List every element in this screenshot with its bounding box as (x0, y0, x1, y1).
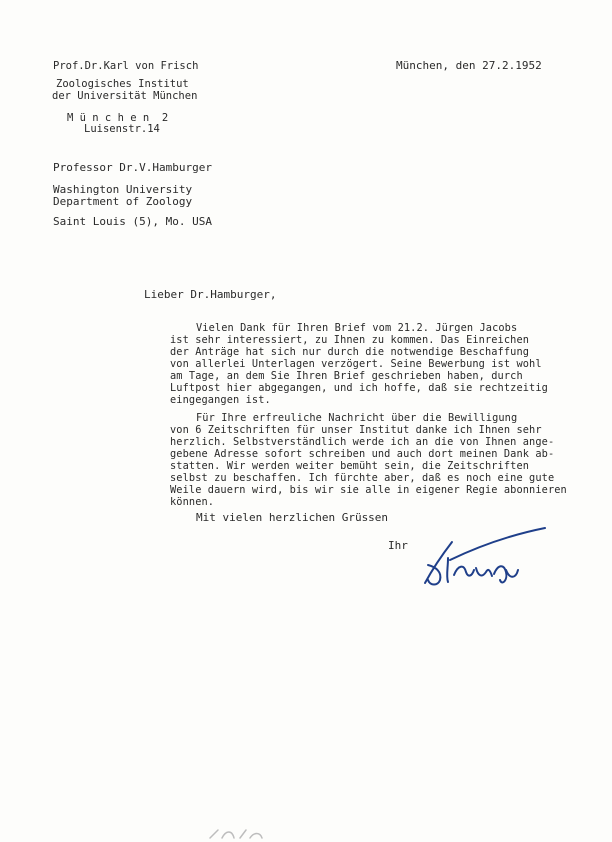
handwritten-signature (420, 520, 560, 600)
paragraph1-line: Vielen Dank für Ihren Brief vom 21.2. Jürgen Jacobs (196, 322, 518, 334)
paragraph1-line: ist sehr interessiert, zu Ihnen zu kommen. Das Einreichen (170, 334, 530, 346)
paragraph1-line: eingegangen ist. (170, 394, 271, 406)
recipient-name: Professor Dr.V.Hamburger (53, 161, 212, 174)
paragraph2-line: herzlich. Selbstverständlich werde ich an die von Ihnen ange- (170, 436, 555, 448)
closing: Mit vielen herzlichen Grüssen (196, 511, 389, 524)
sender-city: M ü n c h e n 2 (67, 112, 169, 124)
sender-institute-line1: Zoologisches Institut (56, 78, 189, 90)
sender-street: Luisenstr.14 (84, 123, 160, 135)
recipient-line1: Washington University (53, 183, 193, 196)
paragraph2-line: statten. Wir werden weiter bemüht sein, die Zeitschriften (170, 460, 530, 472)
paragraph1-line: der Anträge hat sich nur durch die notwendige Beschaffung (170, 346, 530, 358)
paragraph1-line: Luftpost hier abgegangen, und ich hoffe, daß sie rechtzeitig (170, 382, 548, 394)
paragraph2-line: Weile dauern wird, bis wir sie alle in eigener Regie abonnieren (170, 484, 567, 496)
bleed-through-mark (200, 826, 340, 842)
paragraph2-line: selbst zu beschaffen. Ich fürchte aber, daß es noch eine gute (170, 472, 555, 484)
paragraph1-line: am Tage, an dem Sie Ihren Brief geschrieben haben, durch (170, 370, 523, 382)
paragraph2-line: gebene Adresse sofort schreiben und auch dort meinen Dank ab- (170, 448, 555, 460)
paragraph2-line: Für Ihre erfreuliche Nachricht über die Bewilligung (196, 412, 518, 424)
sender-institute-line2: der Universität München (52, 90, 198, 102)
recipient-line2: Department of Zoology (53, 195, 193, 208)
paragraph2-line: können. (170, 496, 215, 508)
date-line: München, den 27.2.1952 (396, 59, 542, 72)
sender-name: Prof.Dr.Karl von Frisch (53, 60, 199, 72)
closing-word: Ihr (388, 539, 408, 552)
paragraph2-line: von 6 Zeitschriften für unser Institut danke ich Ihnen sehr (170, 424, 542, 436)
paragraph1-line: von allerlei Unterlagen verzögert. Seine Bewerbung ist wohl (170, 358, 542, 370)
salutation: Lieber Dr.Hamburger, (144, 288, 277, 301)
recipient-line3: Saint Louis (5), Mo. USA (53, 215, 212, 228)
